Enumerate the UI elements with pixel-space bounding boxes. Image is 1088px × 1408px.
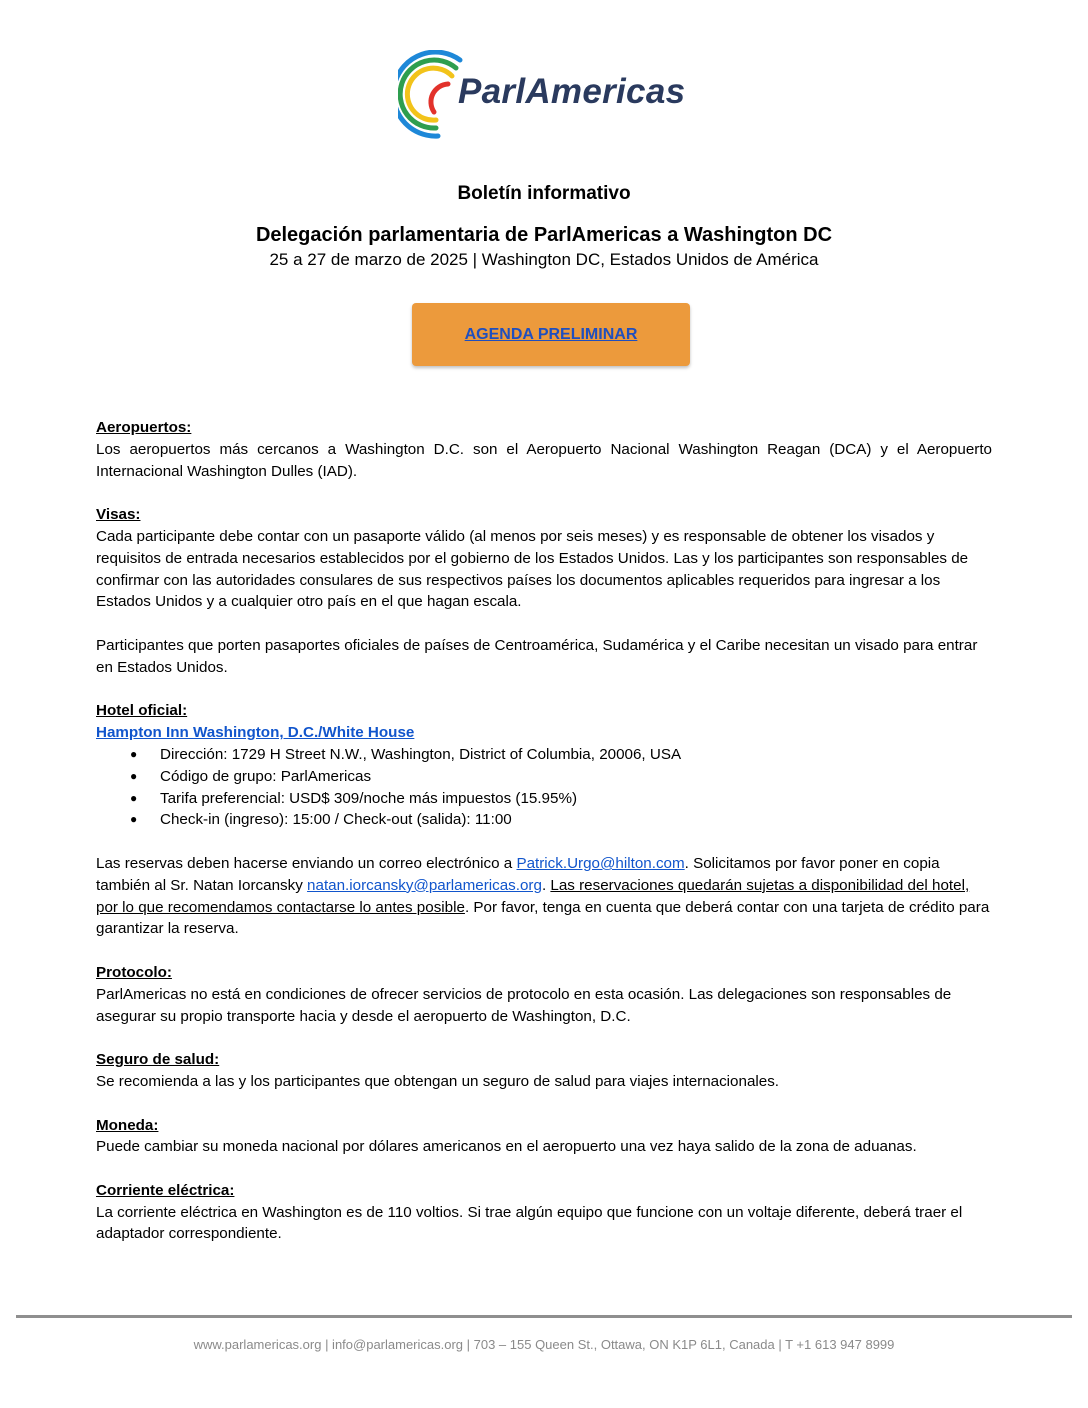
email-link-patrick[interactable]: Patrick.Urgo@hilton.com <box>516 854 685 872</box>
parlamericas-logo <box>398 50 708 140</box>
footer-divider <box>16 1315 1072 1318</box>
list-item: ● Código de grupo: ParlAmericas <box>96 766 992 788</box>
agenda-button[interactable] <box>412 303 690 366</box>
section-body-protocol: ParlAmericas no está en condiciones de ofrecer servicios de protocolo en esta ocasión. Las delegaciones son responsables de asegurar su propio transporte hacia y desde el aeropuerto de Washington, D.C. <box>96 985 952 1025</box>
section-heading-hotel: Hotel oficial: <box>96 702 188 720</box>
page-subtitle: Delegación parlamentaria de ParlAmericas a Washington DC <box>255 224 833 246</box>
section-body-power: La corriente eléctrica en Washington es de 110 voltios. Si trae algún equipo que funcione con un voltaje diferente, deberá traer el adaptador correspondiente. <box>96 1203 963 1243</box>
footer-contact: www.parlamericas.org | info@parlamericas.org | 703 – 155 Queen St., Ottawa, ON K1P 6L1, Canada | T +1 613 947 8999 <box>193 1337 895 1352</box>
list-item: ● Dirección: 1729 H Street N.W., Washington, District of Columbia, 20006, USA <box>96 744 992 766</box>
section-heading-airports: Aeropuertos: <box>96 419 192 436</box>
section-body-visas-2: Participantes que porten pasaportes oficiales de países de Centroamérica, Sudamérica y el Caribe necesitan un visado para entrar en Estados Unidos. <box>96 636 978 676</box>
section-heading-visas: Visas: <box>96 506 141 524</box>
booking-text: . <box>541 876 551 894</box>
hotel-details-list <box>96 744 992 831</box>
section-heading-currency: Moneda: <box>96 1116 159 1134</box>
section-heading-health: Seguro de salud: <box>96 1051 220 1069</box>
section-body-airports: Los aeropuertos más cercanos a Washington D.C. son el Aeropuerto Nacional Washington Reagan (DCA) y el Aeropuerto Internacional Washington Dulles (IAD). <box>96 440 992 480</box>
section-body-visas-1: Cada participante debe contar con un pasaporte válido (al menos por seis meses) y es responsable de obtener los visados y requisitos de entrada necesarios establecidos por el gobierno de los Estados Unidos. Las y los participantes son responsables de confirmar con las autoridades consulares de sus respectivos países los documentos aplicables requeridos para ingresar a los Estados Unidos y a cualquier otro país en el que hagan escala. <box>96 527 969 611</box>
list-item: ● Check-in (ingreso): 15:00 / Check-out (salida): 11:00 <box>96 809 992 831</box>
section-body-health: Se recomienda a las y los participantes que obtengan un seguro de salud para viajes internacionales. <box>96 1072 780 1090</box>
email-link-natan[interactable]: natan.iorcansky@parlamericas.org <box>307 876 542 894</box>
section-heading-protocol: Protocolo: <box>96 963 172 981</box>
booking-text: . Solicitamos por favor poner en copia también al Sr. Natan Iorcansky <box>96 854 940 894</box>
hotel-link[interactable]: Hampton Inn Washington, D.C./White House <box>96 724 415 742</box>
list-item: ● Tarifa preferencial: USD$ 309/noche más impuestos (15.95%) <box>96 788 992 810</box>
event-details: 25 a 27 de marzo de 2025 | Washington DC, Estados Unidos de América <box>269 250 819 269</box>
section-heading-power: Corriente eléctrica: <box>96 1181 235 1199</box>
booking-availability-note: Las reservaciones quedarán sujetas a disponibilidad del hotel, por lo que recomendamos contactarse lo antes posible <box>96 876 970 916</box>
document-body <box>96 417 992 1245</box>
logo-text: ParlAmericas <box>458 72 686 111</box>
page-title: Boletín informativo <box>457 183 631 204</box>
section-body-currency: Puede cambiar su moneda nacional por dólares americanos en el aeropuerto una vez haya salido de la zona de aduanas. <box>96 1138 917 1156</box>
agenda-button-label[interactable]: AGENDA PRELIMINAR <box>464 325 638 343</box>
booking-text: . Por favor, tenga en cuenta que deberá contar con una tarjeta de crédito para garantizar la reserva. <box>96 898 990 938</box>
hotel-booking-paragraph <box>96 853 992 940</box>
booking-text: Las reservas deben hacerse enviando un correo electrónico a <box>96 854 517 872</box>
